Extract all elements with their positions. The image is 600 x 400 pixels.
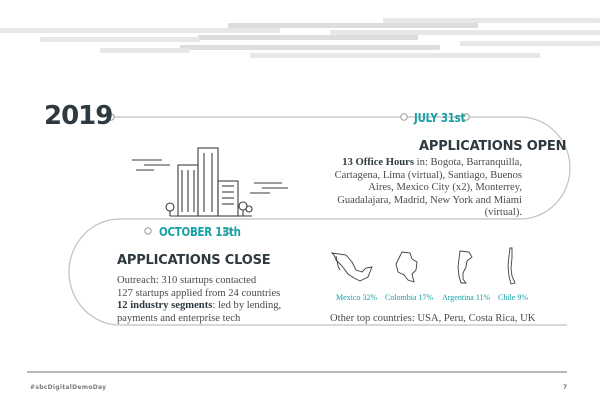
outreach-text: Outreach: 310 startups contacted bbox=[117, 275, 257, 286]
office-hours-text bbox=[326, 157, 522, 220]
country-label-colombia: Colombia 17% bbox=[385, 293, 434, 302]
applications-open-title: APPLICATIONS OPEN bbox=[419, 139, 567, 154]
chile-map-icon bbox=[504, 246, 518, 286]
segments-text bbox=[117, 300, 317, 325]
city-buildings-icon bbox=[130, 143, 290, 218]
country-label-mexico: Mexico 32% bbox=[336, 293, 378, 302]
applied-text: 127 startups applied from 24 countries bbox=[117, 287, 281, 299]
country-label-chile: Chile 9% bbox=[498, 293, 528, 302]
argentina-map-icon bbox=[454, 249, 474, 285]
mexico-map-icon bbox=[330, 250, 374, 284]
colombia-map-icon bbox=[392, 250, 420, 284]
year-heading: 2019 bbox=[44, 101, 113, 131]
timeline-node-open bbox=[401, 114, 407, 120]
close-stats bbox=[117, 275, 317, 325]
applications-close-title: APPLICATIONS CLOSE bbox=[117, 253, 271, 268]
country-label-argentina: Argentina 11% bbox=[442, 293, 491, 302]
office-hours-cities: in: Bogota, Barranquilla, Cartagena, Lima (virtual), Santiago, Buenos Aires, Mexico City (x2), Monterrey, Guadalajara, Madrid, New York and Miami (virtual). bbox=[334, 157, 522, 218]
segments-count: 12 industry segments bbox=[117, 300, 213, 311]
open-date: JULY 31st bbox=[414, 110, 466, 125]
footer-hashtag: #sbcDigitalDemoDay bbox=[30, 384, 107, 391]
segments-detail: : led by lending, payments and enterprise tech bbox=[117, 300, 282, 324]
timeline-node-close bbox=[145, 228, 151, 234]
close-date: OCTOBER 13th bbox=[159, 224, 241, 239]
other-countries-text: Other top countries: USA, Peru, Costa Rica, UK bbox=[330, 313, 536, 324]
page-number: 7 bbox=[563, 384, 568, 391]
office-hours-count: 13 Office Hours bbox=[342, 157, 415, 168]
